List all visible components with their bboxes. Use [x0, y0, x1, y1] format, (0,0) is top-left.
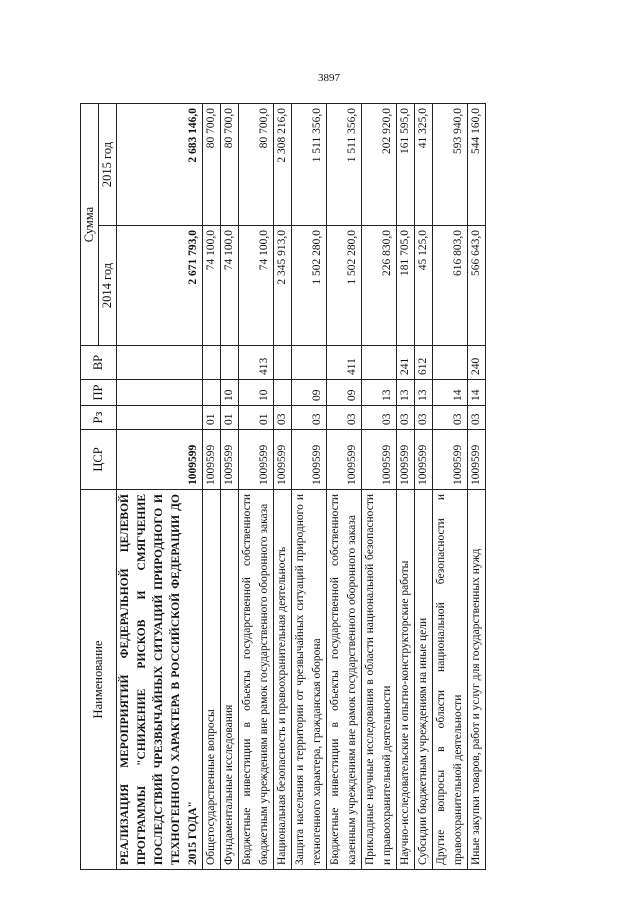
row-csr: 1009599: [397, 430, 415, 490]
row-vr: 411: [327, 346, 362, 380]
row-2014: 74 100,0: [203, 226, 221, 346]
row-rz: 01: [221, 406, 239, 430]
table-row: [203, 104, 221, 870]
row-csr: 1009599: [468, 430, 486, 490]
row-name: Фундаментальные исследования: [221, 490, 239, 870]
row-rz: 03: [327, 406, 362, 430]
row-2014: 2 345 913,0: [274, 226, 292, 346]
row-csr: 1009599: [362, 430, 397, 490]
row-rz: 03: [362, 406, 397, 430]
table-row: [239, 104, 274, 870]
row-csr: 1009599: [433, 430, 468, 490]
row-csr: 1009599: [274, 430, 292, 490]
header-csr: ЦСР: [81, 430, 117, 490]
header-2015: 2015 год: [99, 104, 117, 226]
budget-table: [80, 103, 486, 870]
rotated-table-area: [80, 100, 560, 870]
row-vr: [221, 346, 239, 380]
row-vr: 612: [415, 346, 433, 380]
row-csr: 1009599: [292, 430, 327, 490]
row-vr: 240: [468, 346, 486, 380]
row-2014: 74 100,0: [221, 226, 239, 346]
row-2015: 544 160,0: [468, 104, 486, 226]
row-pr: 14: [433, 380, 468, 406]
row-2015: 80 700,0: [221, 104, 239, 226]
row-rz: 01: [239, 406, 274, 430]
row-rz: 03: [468, 406, 486, 430]
table-row: [327, 104, 362, 870]
row-name: Другие вопросы в области национальной безопасности и правоохранительной деятельности: [433, 490, 468, 870]
row-rz: 03: [433, 406, 468, 430]
row-name: Научно-исследовательские и опытно-конструкторские работы: [397, 490, 415, 870]
row-csr: 1009599: [327, 430, 362, 490]
row-rz: 03: [292, 406, 327, 430]
row-csr: 1009599: [203, 430, 221, 490]
row-name: Бюджетные инвестиции в объекты государственной собственности бюджетным учреждениям вне рамок государственного оборонного заказа: [239, 490, 274, 870]
row-pr: 13: [397, 380, 415, 406]
table-row: [468, 104, 486, 870]
table-row: [397, 104, 415, 870]
row-vr: [433, 346, 468, 380]
header-sum: Сумма: [81, 104, 99, 346]
row-vr: [203, 346, 221, 380]
row-name: Общегосударственные вопросы: [203, 490, 221, 870]
header-vr: ВР: [81, 346, 117, 380]
header-pr: ПР: [81, 380, 117, 406]
row-2015: 2 683 146,0: [117, 104, 203, 226]
row-2014: 226 830,0: [362, 226, 397, 346]
row-2014: 45 125,0: [415, 226, 433, 346]
row-name: Иные закупки товаров, работ и услуг для государственных нужд: [468, 490, 486, 870]
row-csr: 1009599: [239, 430, 274, 490]
row-csr: 1009599: [221, 430, 239, 490]
row-rz: 03: [274, 406, 292, 430]
row-vr: [274, 346, 292, 380]
row-2014: 566 643,0: [468, 226, 486, 346]
row-2014: 74 100,0: [239, 226, 274, 346]
row-name: РЕАЛИЗАЦИЯ МЕРОПРИЯТИЙ ФЕДЕРАЛЬНОЙ ЦЕЛЕВОЙ ПРОГРАММЫ "СНИЖЕНИЕ РИСКОВ И СМЯГЧЕНИЕ ПОСЛЕДСТВИЙ ЧРЕЗВЫЧАЙНЫХ СИТУАЦИЙ ПРИРОДНОГО И ТЕХНОГЕННОГО ХАРАКТЕРА В РОССИЙСКОЙ ФЕДЕРАЦИИ ДО 2015 ГОДА": [117, 490, 203, 870]
row-csr: 1009599: [117, 430, 203, 490]
header-2014: 2014 год: [99, 226, 117, 346]
row-rz: 03: [397, 406, 415, 430]
row-2015: 161 595,0: [397, 104, 415, 226]
table-row: [221, 104, 239, 870]
row-pr: 14: [468, 380, 486, 406]
row-pr: 13: [415, 380, 433, 406]
row-pr: 10: [239, 380, 274, 406]
row-rz: 01: [203, 406, 221, 430]
page-number: 3897: [318, 72, 340, 84]
row-vr: [362, 346, 397, 380]
row-2015: 41 325,0: [415, 104, 433, 226]
row-name: Субсидии бюджетным учреждениям на иные цели: [415, 490, 433, 870]
header-row-1: [81, 104, 99, 870]
row-2014: 1 502 280,0: [327, 226, 362, 346]
row-pr: [117, 380, 203, 406]
table-body: [117, 104, 486, 870]
row-2015: 593 940,0: [433, 104, 468, 226]
row-pr: 09: [327, 380, 362, 406]
row-2014: 616 803,0: [433, 226, 468, 346]
row-2014: 1 502 280,0: [292, 226, 327, 346]
row-2015: 1 511 356,0: [292, 104, 327, 226]
row-vr: 241: [397, 346, 415, 380]
row-name: Прикладные научные исследования в области национальной безопасности и правоохранительной деятельности: [362, 490, 397, 870]
row-2014: 181 705,0: [397, 226, 415, 346]
row-vr: 413: [239, 346, 274, 380]
row-csr: 1009599: [415, 430, 433, 490]
table-row: [292, 104, 327, 870]
row-pr: 09: [292, 380, 327, 406]
row-pr: [274, 380, 292, 406]
table-row: [274, 104, 292, 870]
row-pr: 13: [362, 380, 397, 406]
row-rz: [117, 406, 203, 430]
row-name: Защита населения и территории от чрезвычайных ситуаций природного и техногенного характера, гражданская оборона: [292, 490, 327, 870]
row-pr: [203, 380, 221, 406]
table-row: [362, 104, 397, 870]
row-pr: 10: [221, 380, 239, 406]
header-rz: Рз: [81, 406, 117, 430]
row-2014: 2 671 793,0: [117, 226, 203, 346]
row-vr: [292, 346, 327, 380]
table-row: [433, 104, 468, 870]
row-2015: 2 308 216,0: [274, 104, 292, 226]
row-2015: 1 511 356,0: [327, 104, 362, 226]
table-row: [117, 104, 203, 870]
row-name: Национальная безопасность и правоохранительная деятельность: [274, 490, 292, 870]
row-2015: 202 920,0: [362, 104, 397, 226]
row-name: Бюджетные инвестиции в объекты государственной собственности казенным учреждениям вне рамок государственного оборонного заказа: [327, 490, 362, 870]
row-vr: [117, 346, 203, 380]
row-rz: 03: [415, 406, 433, 430]
row-2015: 80 700,0: [239, 104, 274, 226]
row-2015: 80 700,0: [203, 104, 221, 226]
header-name: Наименование: [81, 490, 117, 870]
table-row: [415, 104, 433, 870]
